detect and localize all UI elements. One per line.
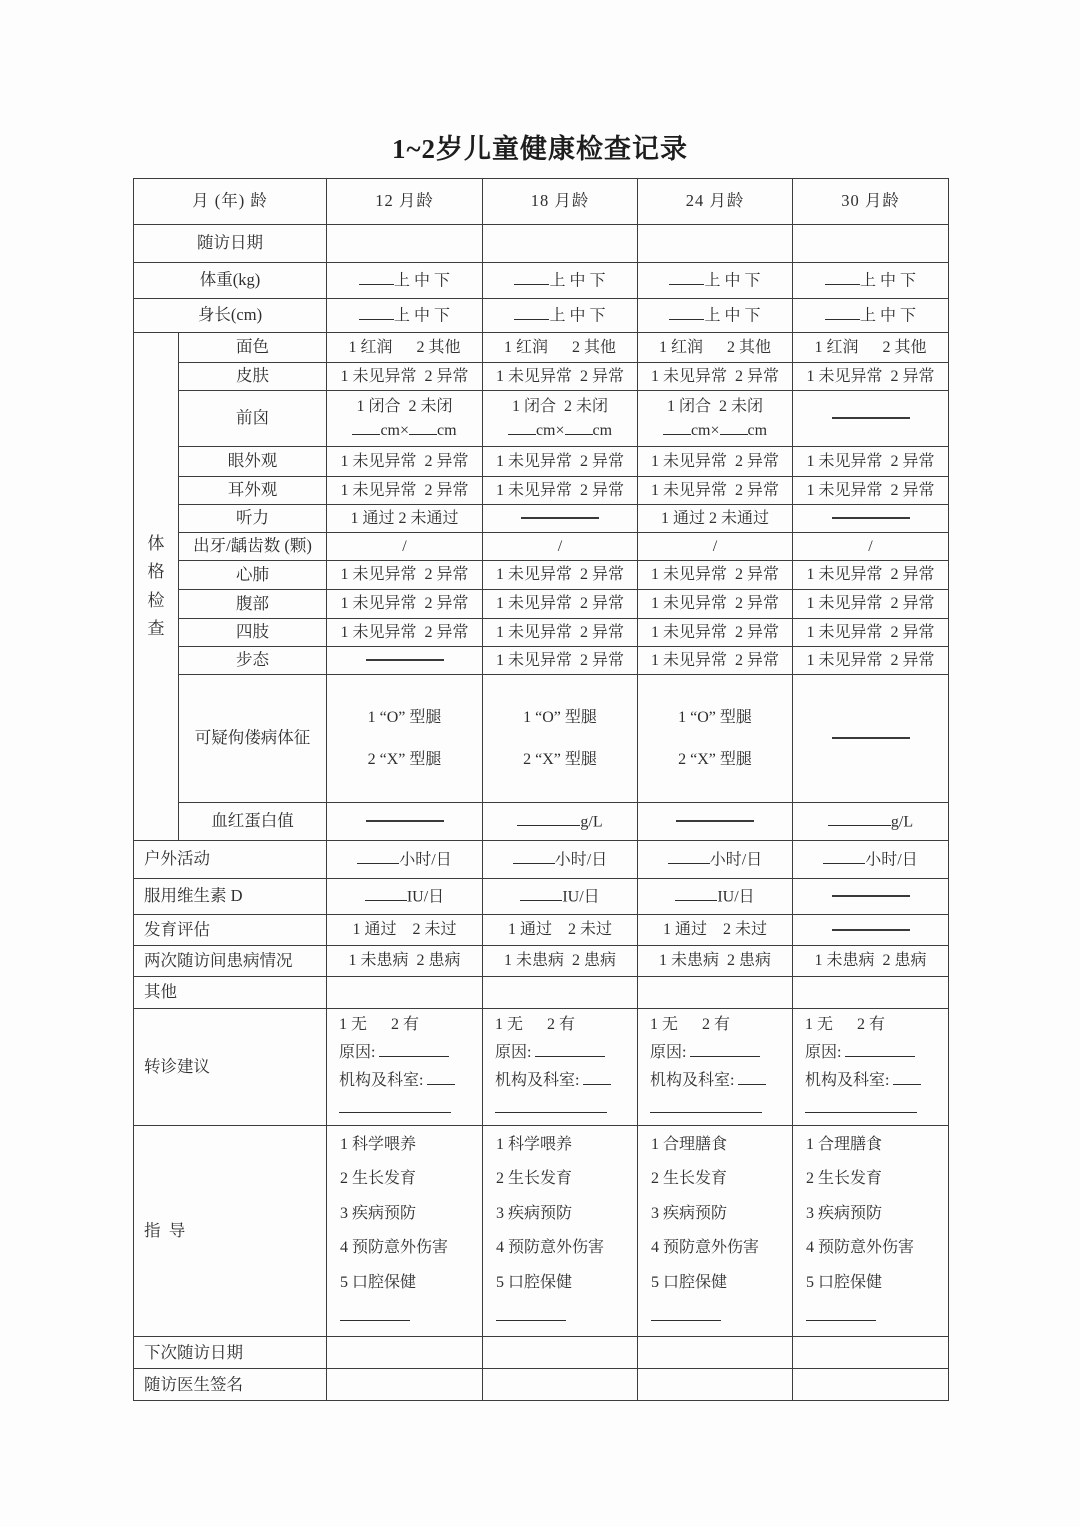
blank-line — [339, 1098, 451, 1113]
cell-teeth-count-12m: / — [327, 533, 483, 561]
row-development-assessment — [134, 915, 949, 946]
blank-line — [893, 1070, 921, 1085]
row-label-skin: 皮肤 — [179, 363, 327, 391]
cell-age-header-30m: 30 月龄 — [793, 179, 949, 225]
cell-limbs-18m: 1 未见异常 2 异常 — [483, 619, 638, 647]
row-label-abdomen: 腹部 — [179, 590, 327, 619]
row-label-teeth-count: 出牙/龋齿数 (颗) — [179, 533, 327, 561]
cell-doctor-signature-18m — [483, 1369, 638, 1401]
cell-visit-date-30m — [793, 225, 949, 263]
cell-eye-appearance-30m: 1 未见异常 2 异常 — [793, 447, 949, 477]
cell-next-visit-date-18m — [483, 1337, 638, 1369]
row-label-age-header: 月 (年) 龄 — [134, 179, 327, 225]
cell-illness-between-visits-24m: 1 未患病 2 患病 — [638, 946, 793, 977]
row-label-eye-appearance: 眼外观 — [179, 447, 327, 477]
cell-illness-between-visits-18m: 1 未患病 2 患病 — [483, 946, 638, 977]
dash-line — [832, 737, 910, 739]
cell-fontanel-18m: 1 闭合 2 未闭 cm× cm — [483, 391, 638, 447]
dash-line — [832, 895, 910, 897]
row-ear-appearance — [134, 477, 949, 505]
cell-visit-date-12m — [327, 225, 483, 263]
blank-line — [806, 1306, 876, 1321]
blank-line — [690, 1042, 760, 1057]
cell-limbs-30m: 1 未见异常 2 异常 — [793, 619, 949, 647]
cell-skin-18m: 1 未见异常 2 异常 — [483, 363, 638, 391]
row-label-visit-date: 随访日期 — [134, 225, 327, 263]
row-label-limbs: 四肢 — [179, 619, 327, 647]
row-label-hemoglobin: 血红蛋白值 — [179, 803, 327, 841]
cell-eye-appearance-18m: 1 未见异常 2 异常 — [483, 447, 638, 477]
cell-weight-18m: 上 中 下 — [483, 263, 638, 299]
cell-visit-date-18m — [483, 225, 638, 263]
cell-other-18m — [483, 977, 638, 1009]
row-hearing — [134, 505, 949, 533]
row-length — [134, 299, 949, 333]
row-abdomen — [134, 590, 949, 619]
row-illness-between-visits — [134, 946, 949, 977]
cell-development-assessment-12m: 1 通过 2 未过 — [327, 915, 483, 946]
cell-guidance-24m: 1 合理膳食 2 生长发育 3 疾病预防 4 预防意外伤害 5 口腔保健 — [638, 1126, 793, 1337]
row-next-visit-date — [134, 1337, 949, 1369]
blank-line — [825, 270, 860, 285]
cell-rickets-signs-18m: 1 “O” 型腿 2 “X” 型腿 — [483, 675, 638, 803]
cell-doctor-signature-30m — [793, 1369, 949, 1401]
cell-teeth-count-24m: / — [638, 533, 793, 561]
blank-line — [359, 305, 394, 320]
cell-ear-appearance-12m: 1 未见异常 2 异常 — [327, 477, 483, 505]
cell-illness-between-visits-30m: 1 未患病 2 患病 — [793, 946, 949, 977]
cell-abdomen-18m: 1 未见异常 2 异常 — [483, 590, 638, 619]
cell-age-header-24m: 24 月龄 — [638, 179, 793, 225]
cell-skin-24m: 1 未见异常 2 异常 — [638, 363, 793, 391]
row-label-ear-appearance: 耳外观 — [179, 477, 327, 505]
blank-line — [825, 305, 860, 320]
cell-guidance-30m: 1 合理膳食 2 生长发育 3 疾病预防 4 预防意外伤害 5 口腔保健 — [793, 1126, 949, 1337]
cell-fontanel-24m: 1 闭合 2 未闭 cm× cm — [638, 391, 793, 447]
cell-abdomen-30m: 1 未见异常 2 异常 — [793, 590, 949, 619]
blank-line — [668, 849, 710, 864]
blank-line — [379, 1042, 449, 1057]
row-referral-advice — [134, 1009, 949, 1126]
page-title: 1~2岁儿童健康检查记录 — [391, 134, 689, 164]
blank-line — [738, 1070, 766, 1085]
row-label-guidance: 指 导 — [134, 1126, 327, 1337]
row-label-doctor-signature: 随访医生签名 — [134, 1369, 327, 1401]
cell-development-assessment-30m — [793, 915, 949, 946]
blank-line — [513, 849, 555, 864]
cell-rickets-signs-30m — [793, 675, 949, 803]
row-label-illness-between-visits: 两次随访间患病情况 — [134, 946, 327, 977]
blank-line — [805, 1098, 917, 1113]
blank-line — [495, 1098, 607, 1113]
cell-outdoor-activity-24m: 小时/日 — [638, 841, 793, 879]
blank-line — [669, 270, 704, 285]
cell-limbs-12m: 1 未见异常 2 异常 — [327, 619, 483, 647]
row-heart-lungs — [134, 561, 949, 590]
group-label-physical-exam: 体 格 检 查 — [134, 333, 179, 841]
cell-vitamin-d-18m: IU/日 — [483, 879, 638, 915]
row-limbs — [134, 619, 949, 647]
blank-line — [845, 1042, 915, 1057]
cell-heart-lungs-24m: 1 未见异常 2 异常 — [638, 561, 793, 590]
cell-heart-lungs-30m: 1 未见异常 2 异常 — [793, 561, 949, 590]
cell-outdoor-activity-30m: 小时/日 — [793, 841, 949, 879]
row-label-fontanel: 前囟 — [179, 391, 327, 447]
row-label-complexion: 面色 — [179, 333, 327, 363]
cell-ear-appearance-30m: 1 未见异常 2 异常 — [793, 477, 949, 505]
row-label-development-assessment: 发育评估 — [134, 915, 327, 946]
cell-other-24m — [638, 977, 793, 1009]
blank-line — [409, 419, 437, 434]
cell-hearing-24m: 1 通过 2 未通过 — [638, 505, 793, 533]
dash-line — [366, 820, 444, 822]
cell-next-visit-date-24m — [638, 1337, 793, 1369]
blank-line — [651, 1306, 721, 1321]
dash-line — [832, 929, 910, 931]
cell-referral-advice-24m: 1 无 2 有 原因: 机构及科室: — [638, 1009, 793, 1126]
cell-length-30m: 上 中 下 — [793, 299, 949, 333]
blank-line — [828, 811, 891, 826]
blank-line — [365, 886, 407, 901]
cell-weight-24m: 上 中 下 — [638, 263, 793, 299]
cell-referral-advice-18m: 1 无 2 有 原因: 机构及科室: — [483, 1009, 638, 1126]
blank-line — [514, 305, 549, 320]
cell-age-header-18m: 18 月龄 — [483, 179, 638, 225]
cell-hearing-30m — [793, 505, 949, 533]
row-label-vitamin-d: 服用维生素 D — [134, 879, 327, 915]
cell-guidance-18m: 1 科学喂养 2 生长发育 3 疾病预防 4 预防意外伤害 5 口腔保健 — [483, 1126, 638, 1337]
row-gait — [134, 647, 949, 675]
row-label-rickets-signs: 可疑佝偻病体征 — [179, 675, 327, 803]
cell-complexion-18m: 1 红润 2 其他 — [483, 333, 638, 363]
blank-line — [357, 849, 399, 864]
cell-hearing-18m — [483, 505, 638, 533]
cell-outdoor-activity-12m: 小时/日 — [327, 841, 483, 879]
cell-vitamin-d-30m — [793, 879, 949, 915]
blank-line — [520, 886, 562, 901]
cell-length-12m: 上 中 下 — [327, 299, 483, 333]
row-fontanel — [134, 391, 949, 447]
row-label-referral-advice: 转诊建议 — [134, 1009, 327, 1126]
row-other — [134, 977, 949, 1009]
row-hemoglobin — [134, 803, 949, 841]
cell-next-visit-date-12m — [327, 1337, 483, 1369]
cell-skin-30m: 1 未见异常 2 异常 — [793, 363, 949, 391]
blank-line — [669, 305, 704, 320]
row-eye-appearance — [134, 447, 949, 477]
cell-abdomen-12m: 1 未见异常 2 异常 — [327, 590, 483, 619]
row-label-weight: 体重(kg) — [134, 263, 327, 299]
cell-eye-appearance-24m: 1 未见异常 2 异常 — [638, 447, 793, 477]
cell-limbs-24m: 1 未见异常 2 异常 — [638, 619, 793, 647]
dash-line — [832, 517, 910, 519]
row-teeth-count — [134, 533, 949, 561]
cell-development-assessment-18m: 1 通过 2 未过 — [483, 915, 638, 946]
cell-referral-advice-30m: 1 无 2 有 原因: 机构及科室: — [793, 1009, 949, 1126]
cell-referral-advice-12m: 1 无 2 有 原因: 机构及科室: — [327, 1009, 483, 1126]
row-outdoor-activity — [134, 841, 949, 879]
cell-gait-30m: 1 未见异常 2 异常 — [793, 647, 949, 675]
row-weight — [134, 263, 949, 299]
cell-hemoglobin-18m: g/L — [483, 803, 638, 841]
blank-line — [496, 1306, 566, 1321]
blank-line — [514, 270, 549, 285]
row-label-length: 身长(cm) — [134, 299, 327, 333]
row-visit-date — [134, 225, 949, 263]
cell-abdomen-24m: 1 未见异常 2 异常 — [638, 590, 793, 619]
dash-line — [366, 659, 444, 661]
cell-other-30m — [793, 977, 949, 1009]
cell-weight-12m: 上 中 下 — [327, 263, 483, 299]
cell-gait-24m: 1 未见异常 2 异常 — [638, 647, 793, 675]
cell-hearing-12m: 1 通过 2 未通过 — [327, 505, 483, 533]
cell-vitamin-d-12m: IU/日 — [327, 879, 483, 915]
cell-doctor-signature-24m — [638, 1369, 793, 1401]
blank-line — [720, 419, 748, 434]
blank-line — [535, 1042, 605, 1057]
cell-guidance-12m: 1 科学喂养 2 生长发育 3 疾病预防 4 预防意外伤害 5 口腔保健 — [327, 1126, 483, 1337]
cell-teeth-count-30m: / — [793, 533, 949, 561]
row-label-gait: 步态 — [179, 647, 327, 675]
blank-line — [663, 419, 691, 434]
dash-line — [521, 517, 599, 519]
row-label-heart-lungs: 心肺 — [179, 561, 327, 590]
blank-line — [352, 419, 380, 434]
cell-skin-12m: 1 未见异常 2 异常 — [327, 363, 483, 391]
dash-line — [676, 820, 754, 822]
blank-line — [823, 849, 865, 864]
blank-line — [359, 270, 394, 285]
blank-line — [517, 811, 580, 826]
row-vitamin-d — [134, 879, 949, 915]
cell-other-12m — [327, 977, 483, 1009]
cell-heart-lungs-12m: 1 未见异常 2 异常 — [327, 561, 483, 590]
form-table — [133, 178, 949, 1401]
cell-complexion-24m: 1 红润 2 其他 — [638, 333, 793, 363]
row-label-hearing: 听力 — [179, 505, 327, 533]
blank-line — [650, 1098, 762, 1113]
blank-line — [565, 419, 593, 434]
cell-eye-appearance-12m: 1 未见异常 2 异常 — [327, 447, 483, 477]
row-label-outdoor-activity: 户外活动 — [134, 841, 327, 879]
blank-line — [508, 419, 536, 434]
cell-rickets-signs-12m: 1 “O” 型腿 2 “X” 型腿 — [327, 675, 483, 803]
cell-heart-lungs-18m: 1 未见异常 2 异常 — [483, 561, 638, 590]
cell-complexion-30m: 1 红润 2 其他 — [793, 333, 949, 363]
cell-ear-appearance-24m: 1 未见异常 2 异常 — [638, 477, 793, 505]
cell-gait-12m — [327, 647, 483, 675]
cell-fontanel-12m: 1 闭合 2 未闭 cm× cm — [327, 391, 483, 447]
cell-hemoglobin-30m: g/L — [793, 803, 949, 841]
cell-weight-30m: 上 中 下 — [793, 263, 949, 299]
health-check-table — [133, 178, 949, 1401]
cell-hemoglobin-12m — [327, 803, 483, 841]
cell-illness-between-visits-12m: 1 未患病 2 患病 — [327, 946, 483, 977]
row-complexion — [134, 333, 949, 363]
cell-visit-date-24m — [638, 225, 793, 263]
cell-next-visit-date-30m — [793, 1337, 949, 1369]
row-guidance — [134, 1126, 949, 1337]
cell-doctor-signature-12m — [327, 1369, 483, 1401]
cell-vitamin-d-24m: IU/日 — [638, 879, 793, 915]
cell-rickets-signs-24m: 1 “O” 型腿 2 “X” 型腿 — [638, 675, 793, 803]
blank-line — [583, 1070, 611, 1085]
cell-outdoor-activity-18m: 小时/日 — [483, 841, 638, 879]
blank-line — [340, 1306, 410, 1321]
dash-line — [832, 417, 910, 419]
row-label-other: 其他 — [134, 977, 327, 1009]
cell-gait-18m: 1 未见异常 2 异常 — [483, 647, 638, 675]
cell-teeth-count-18m: / — [483, 533, 638, 561]
cell-hemoglobin-24m — [638, 803, 793, 841]
cell-development-assessment-24m: 1 通过 2 未过 — [638, 915, 793, 946]
cell-length-18m: 上 中 下 — [483, 299, 638, 333]
blank-line — [675, 886, 717, 901]
row-skin — [134, 363, 949, 391]
cell-complexion-12m: 1 红润 2 其他 — [327, 333, 483, 363]
blank-line — [427, 1070, 455, 1085]
cell-age-header-12m: 12 月龄 — [327, 179, 483, 225]
row-age-header — [134, 179, 949, 225]
row-rickets-signs — [134, 675, 949, 803]
row-doctor-signature — [134, 1369, 949, 1401]
row-label-next-visit-date: 下次随访日期 — [134, 1337, 327, 1369]
cell-length-24m: 上 中 下 — [638, 299, 793, 333]
cell-fontanel-30m — [793, 391, 949, 447]
cell-ear-appearance-18m: 1 未见异常 2 异常 — [483, 477, 638, 505]
